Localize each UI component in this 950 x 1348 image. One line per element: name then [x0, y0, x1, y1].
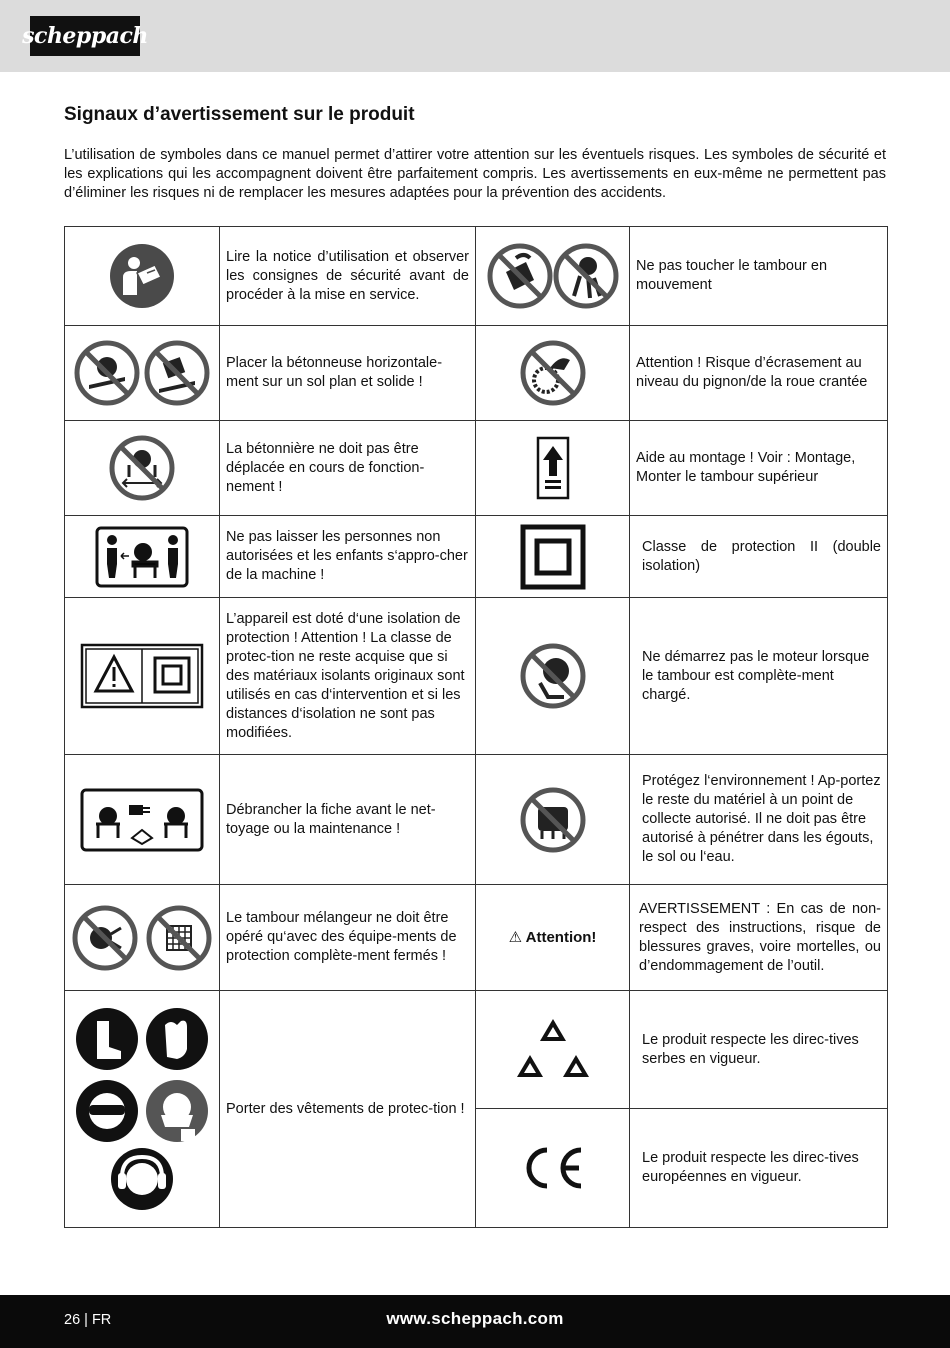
- table-row: [65, 598, 888, 755]
- no-touch-drum-icon: [487, 243, 619, 309]
- sign-icon-cell: [65, 516, 220, 598]
- table-row: [65, 885, 888, 991]
- ce-mark-icon: [519, 1144, 587, 1192]
- sign-description: Ne pas laisser les personnes non autorisées et les enfants s‘appro-cher de la machine !: [220, 516, 476, 598]
- table-row: [65, 755, 888, 885]
- read-manual-icon: [109, 243, 175, 309]
- sign-description: Débrancher la fiche avant le net-toyage ou la maintenance !: [220, 755, 476, 885]
- table-row: [65, 421, 888, 516]
- intro-paragraph: L’utilisation de symboles dans ce manuel permet d’attirer votre attention sur les éventuels risques. Les symboles de sécurité et les explications qui les accompagnent doivent être parfaitement compris. Les avertissements en eux-même ne permettent pas d’éliminer les risques ni de remplacer les mesures adaptées pour la prévention des accidents.: [64, 147, 886, 201]
- sign-icon-cell: [476, 421, 630, 516]
- page-number: 26 | FR: [64, 1312, 112, 1328]
- no-move-running-icon: [109, 435, 175, 501]
- guards-closed-icon: [70, 905, 214, 971]
- sign-icon-cell: [65, 227, 220, 326]
- sign-description: AVERTISSEMENT : En cas de non-respect des instructions, risque de blessures graves, voire mortelles, ou d’endommagement de l’outil.: [630, 885, 888, 991]
- website-link[interactable]: www.scheppach.com: [386, 1309, 564, 1328]
- insulation-warning-icon: [80, 643, 204, 709]
- crush-hazard-icon: [520, 340, 586, 406]
- keep-away-icon: [95, 526, 189, 588]
- unplug-maintenance-icon: [80, 788, 204, 852]
- sign-icon-cell: [476, 326, 630, 421]
- table-row: [65, 227, 888, 326]
- serbian-mark-icon: [516, 1017, 590, 1083]
- sign-description: Attention ! Risque d’écrasement au niveau du pignon/de la roue crantée: [630, 326, 888, 421]
- attention-label: ⚠ Attention!: [508, 928, 597, 946]
- sign-description: Ne pas toucher le tambour en mouvement: [630, 227, 888, 326]
- sign-icon-cell: [65, 755, 220, 885]
- sign-icon-cell: [65, 885, 220, 991]
- sign-icon-cell: [65, 326, 220, 421]
- sign-description: Le produit respecte les direc-tives européennes en vigueur.: [630, 1109, 888, 1228]
- sign-description: L’appareil est doté d‘une isolation de protection ! Attention ! La classe de protec-tion ne reste acquise que si des matériaux isolants originaux sont utilisés en cas d‘intervention et si les distances d‘isolation ne sont pas modifiées.: [220, 598, 476, 755]
- table-row: [65, 991, 888, 1109]
- sign-icon-cell: [65, 421, 220, 516]
- table-row: [65, 516, 888, 598]
- sign-icon-cell: [65, 598, 220, 755]
- double-insulation-icon: [520, 524, 586, 590]
- sign-icon-cell: [476, 598, 630, 755]
- sign-icon-cell: [476, 885, 630, 991]
- no-drain-disposal-icon: [520, 787, 586, 853]
- warning-signs-table: [64, 226, 888, 1228]
- sign-icon-cell: [476, 516, 630, 598]
- table-row: [65, 326, 888, 421]
- page-title: Signaux d’avertissement sur le produit: [64, 104, 415, 125]
- sign-icon-cell: [65, 991, 220, 1228]
- sign-icon-cell: [476, 755, 630, 885]
- sign-icon-cell: [476, 227, 630, 326]
- sign-description: Classe de protection II (double isolation): [630, 516, 888, 598]
- protective-gear-icon: [71, 1007, 213, 1211]
- level-ground-icon: [72, 340, 212, 406]
- sign-description: La bétonnière ne doit pas être déplacée en cours de fonction-nement !: [220, 421, 476, 516]
- sign-description: Aide au montage ! Voir : Montage, Monter le tambour supérieur: [630, 421, 888, 516]
- top-bar: [0, 0, 950, 72]
- sign-description: Protégez l‘environnement ! Ap-portez le reste du matériel à un point de collecte autorisé. Il ne doit pas être autorisé à pénétrer dans les égouts, le sol ou l‘eau.: [630, 755, 888, 885]
- sign-description: Le tambour mélangeur ne doit être opéré qu‘avec des équipe-ments de protection complète-ment fermés !: [220, 885, 476, 991]
- assembly-help-icon: [536, 436, 570, 500]
- sign-icon-cell: [476, 991, 630, 1109]
- sign-description: Lire la notice d’utilisation et observer les consignes de sécurité avant de procéder à la mise en service.: [220, 227, 476, 326]
- sign-icon-cell: [476, 1109, 630, 1228]
- sign-description: Ne démarrez pas le moteur lorsque le tambour est complète-ment chargé.: [630, 598, 888, 755]
- no-start-loaded-icon: [520, 643, 586, 709]
- sign-description: Le produit respecte les direc-tives serbes en vigueur.: [630, 991, 888, 1109]
- brand-logo: scheppach: [30, 16, 140, 56]
- sign-description: Placer la bétonneuse horizontale-ment sur un sol plan et solide !: [220, 326, 476, 421]
- sign-description: Porter des vêtements de protec-tion !: [220, 991, 476, 1228]
- footer: [0, 1295, 950, 1348]
